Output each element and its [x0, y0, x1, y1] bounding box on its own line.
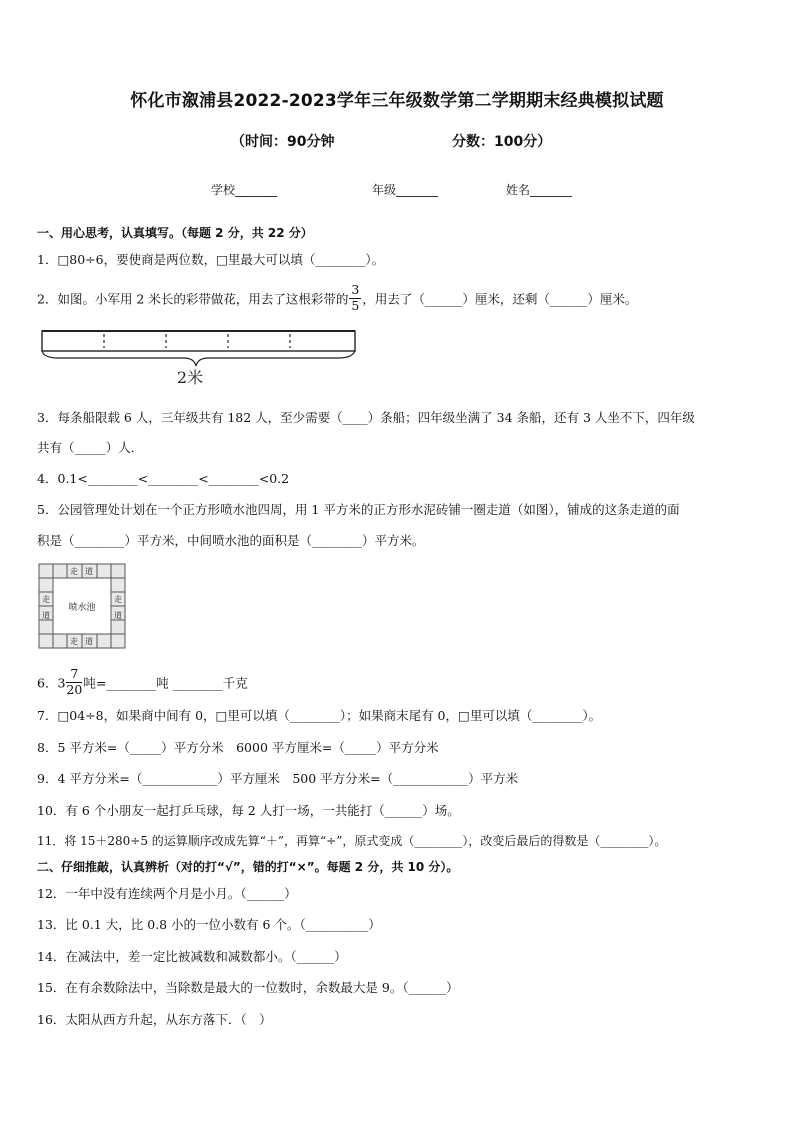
question-10: 10．有 6 个小朋友一起打乒乓球，每 2 人打一场，一共能打（______）场。: [37, 803, 460, 818]
brace: [42, 351, 355, 366]
question-7: 7．□04÷8，如果商中间有 0，□里可以填（________）；如果商末尾有 0，□里可以填（________）。: [37, 708, 602, 723]
question-6-post: 吨=________吨 ________千克: [83, 675, 248, 691]
walkway-left-2: 道: [42, 611, 50, 620]
walkway-left-1: 走: [42, 595, 50, 604]
walkway-top-1: 走: [70, 567, 78, 576]
question-9: 9．4 平方分米=（____________）平方厘米 500 平方分米=（____________）平方米: [37, 771, 519, 786]
question-3-line-1: 3．每条船限载 6 人，三年级共有 182 人，至少需要（____）条船；四年级坐满了 34 条船，还有 3 人坐不下，四年级: [37, 410, 695, 425]
walkway-right-2: 道: [114, 611, 122, 620]
question-5-line-1: 5．公园管理处计划在一个正方形喷水池四周，用 1 平方米的正方形水泥砖铺一圈走道（如图），铺成的这条走道的面: [37, 502, 680, 517]
fountain-figure: [38, 563, 126, 649]
question-6-pre: 6．3: [37, 675, 66, 691]
walkway-bottom-2: 道: [85, 637, 93, 646]
ribbon-figure: [38, 326, 360, 388]
exam-score: 分数：100分）: [452, 134, 552, 150]
fountain-label: 喷水池: [68, 603, 96, 613]
question-16: 16．太阳从西方升起，从东方落下．（ ）: [37, 1012, 272, 1027]
question-15: 15．在有余数除法中，当除数是最大的一位数时，余数最大是 9。（______）: [37, 980, 459, 995]
walkway-bottom-1: 走: [70, 637, 78, 646]
school-field: 学校_______: [211, 183, 278, 197]
question-2-post: ，用去了（______）厘米，还剩（______）厘米。: [362, 291, 638, 307]
fraction-numerator: 7: [66, 668, 82, 683]
question-12: 12．一年中没有连续两个月是小月。（______）: [37, 886, 297, 901]
fraction: [349, 284, 361, 312]
section-1-heading: 一、用心思考，认真填写。（每题 2 分，共 22 分）: [37, 226, 313, 240]
fraction: [66, 668, 82, 696]
fraction-denominator: 5: [351, 297, 360, 313]
ribbon-strip: [42, 331, 355, 351]
walkway-right-1: 走: [114, 595, 122, 604]
grade-field: 年级_______: [372, 183, 439, 197]
question-1: 1．□80÷6，要使商是两位数，□里最大可以填（________）。: [37, 252, 385, 267]
question-2: [37, 282, 638, 314]
fraction-denominator: 20: [66, 681, 83, 697]
exam-time: （时间：90分钟: [231, 134, 335, 150]
ribbon-length-label: 2米: [176, 368, 204, 387]
fraction-numerator: 3: [351, 282, 360, 297]
question-14: 14．在减法中，差一定比被减数和减数都小。（______）: [37, 949, 347, 964]
question-5-line-2: 积是（________）平方米，中间喷水池的面积是（________）平方米。: [37, 533, 425, 548]
exam-title: 怀化市溆浦县2022-2023学年三年级数学第二学期期末经典模拟试题: [130, 91, 664, 111]
question-11: 11．将 15＋280÷5 的运算顺序改成先算“＋”，再算“÷”，原式变成（________），改变后最后的得数是（________）。: [37, 834, 667, 848]
question-3-line-2: 共有（_____）人．: [37, 440, 144, 455]
question-2-pre: 2．如图。小军用 2 米长的彩带做花，用去了这根彩带的: [37, 291, 349, 307]
question-13: 13．比 0.1 大，比 0.8 小的一位小数有 6 个。（__________）: [37, 917, 381, 932]
name-field: 姓名_______: [506, 183, 573, 197]
question-8: 8．5 平方米=（_____）平方分米 6000 平方厘米=（_____）平方分米: [37, 740, 439, 755]
section-2-heading: 二、仔细推敲，认真辨析（对的打“√”，错的打“×”。每题 2 分，共 10 分）。: [37, 860, 459, 874]
question-4: 4．0.1<________<________<________<0.2: [37, 471, 290, 486]
walkway-top-2: 道: [85, 567, 93, 576]
question-6: [37, 666, 248, 698]
